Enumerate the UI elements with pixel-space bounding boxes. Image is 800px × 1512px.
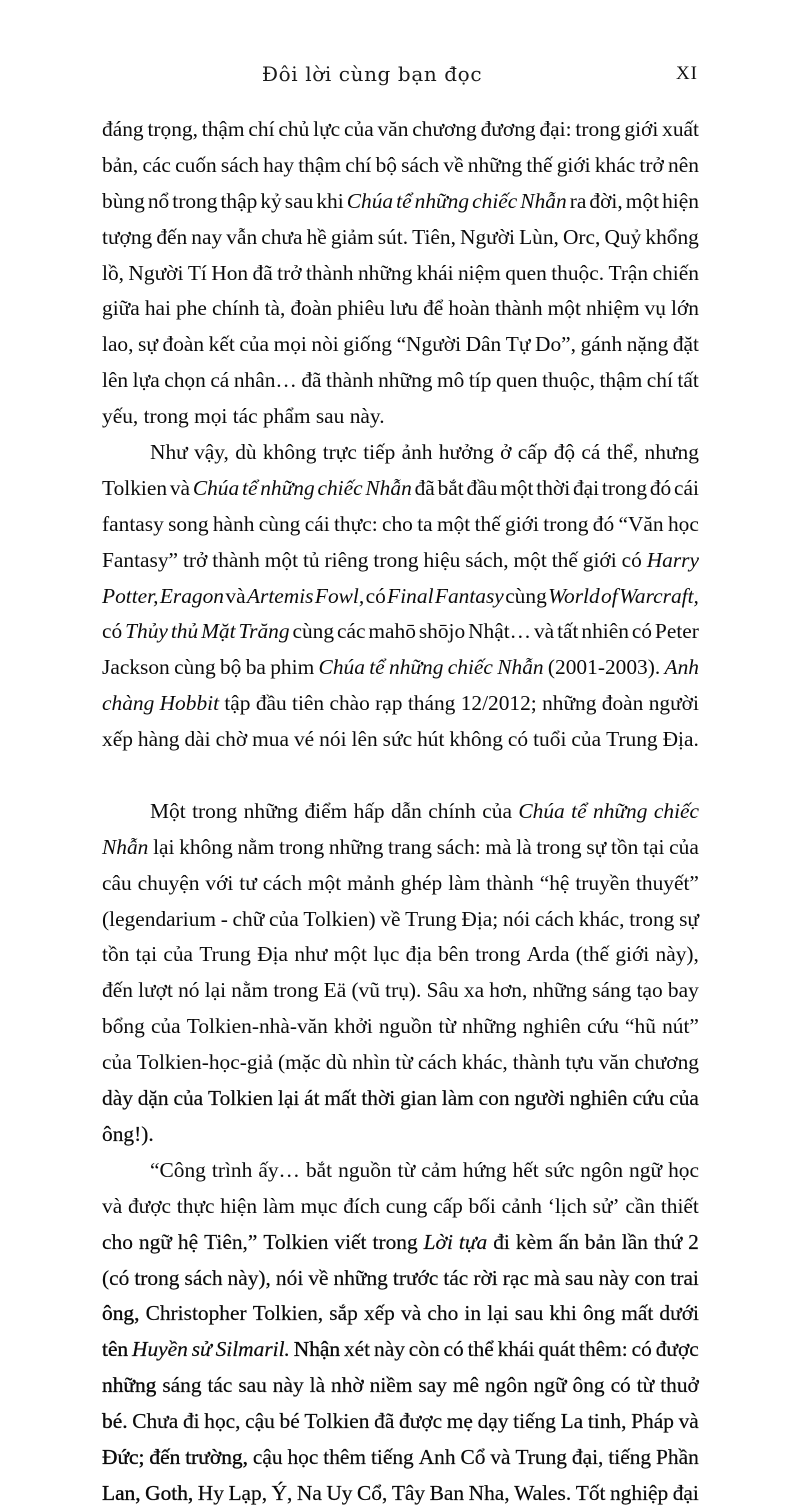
- text-line: bùng nổ trong thập kỷ sau khi Chúa tể những chiếc Nhẫn ra đời, một hiện: [102, 188, 699, 213]
- text-line: fantasy song hành cùng cái thực: cho ta một thế giới trong đó “Văn học: [102, 511, 699, 536]
- text-line: ông, Christopher Tolkien, sắp xếp và cho in lại sau khi ông mất dưới: [102, 1301, 699, 1326]
- text-line: lồ, Người Tí Hon đã trở thành những khái niệm quen thuộc. Trận chiến: [102, 260, 699, 285]
- text-line: xếp hàng dài chờ mua vé nói lên sức hút không có tuổi của Trung Địa.: [102, 727, 699, 752]
- text-line: của Tolkien-học-giả (mặc dù nhìn từ cách khác, thành tựu văn chương: [102, 1050, 699, 1075]
- text-line: đáng trọng, thậm chí chủ lực của văn chương đương đại: trong giới xuất: [102, 117, 699, 141]
- text-line: và được thực hiện làm mục đích cung cấp bối cảnh ‘lịch sử’ cần thiết: [102, 1193, 699, 1218]
- paragraph-2: [102, 435, 699, 758]
- text-line: những sáng tác sau này là nhờ niềm say mê ngôn ngữ ông có từ thuở: [102, 1373, 699, 1398]
- page-number: XI: [675, 63, 698, 84]
- text-line: “Công trình ấy… bắt nguồn từ cảm hứng hết sức ngôn ngữ học: [150, 1157, 699, 1182]
- paragraph-3: [102, 794, 699, 1153]
- text-line: Jackson cùng bộ ba phim Chúa tể những chiếc Nhẫn (2001-2003). Anh: [102, 655, 699, 680]
- paragraph-1: [102, 112, 699, 435]
- text-line: lao, sự đoàn kết của mọi nòi giống “Người Dân Tự Do”, gánh nặng đặt: [102, 332, 699, 357]
- text-line: Một trong những điểm hấp dẫn chính của Chúa tể những chiếc: [150, 798, 699, 823]
- text-line: câu chuyện với tư cách một mảnh ghép làm thành “hệ truyền thuyết”: [102, 870, 699, 895]
- text-line: bổng của Tolkien-nhà-văn khởi nguồn từ những nghiên cứu “hũ nút”: [102, 1014, 699, 1039]
- text-line: Potter, Eragon và Artemis Fowl, có Final Fantasy cùng World of Warcraft,: [102, 583, 699, 608]
- paragraph-spacer: [102, 758, 699, 794]
- text-line: ông!).: [102, 1121, 154, 1146]
- text-line: Tolkien và Chúa tể những chiếc Nhẫn đã bắt đầu một thời đại trong đó cái: [102, 475, 699, 500]
- text-line: yếu, trong mọi tác phẩm sau này.: [102, 404, 385, 429]
- text-line: (legendarium - chữ của Tolkien) về Trung Địa; nói cách khác, trong sự: [102, 906, 699, 931]
- text-line: tên Huyền sử Silmaril. Nhận xét này còn có thể khái quát thêm: có được: [102, 1337, 699, 1362]
- text-line: dày dặn của Tolkien lại át mất thời gian làm con người nghiên cứu của: [102, 1086, 699, 1111]
- text-line: bé. Chưa đi học, cậu bé Tolkien đã được mẹ dạy tiếng La tinh, Pháp và: [102, 1409, 699, 1434]
- running-head: [102, 62, 698, 96]
- text-line: cho ngữ hệ Tiên,” Tolkien viết trong Lời tựa đi kèm ấn bản lần thứ 2: [102, 1229, 699, 1254]
- text-line: Lan, Goth, Hy Lạp, Ý, Na Uy Cổ, Tây Ban Nha, Wales. Tốt nghiệp đại: [102, 1480, 699, 1505]
- text-line: đến lượt nó lại nằm trong Eä (vũ trụ). Sâu xa hơn, những sáng tạo bay: [102, 978, 699, 1003]
- text-line: Fantasy” trở thành một tủ riêng trong hiệu sách, một thế giới có Harry: [102, 547, 699, 572]
- text-line: Nhẫn lại không nằm trong những trang sách: mà là trong sự tồn tại của: [102, 834, 699, 859]
- text-line: tồn tại của Trung Địa như một lục địa bên trong Arda (thế giới này),: [102, 942, 699, 967]
- text-line: bản, các cuốn sách hay thậm chí bộ sách về những thế giới khác trở nên: [102, 152, 699, 177]
- paragraph-4: [102, 1153, 699, 1512]
- text-line: Đức; đến trường, cậu học thêm tiếng Anh Cổ và Trung đại, tiếng Phần: [102, 1444, 699, 1469]
- text-line: (có trong sách này), nói về những trước tác rời rạc mà sau này con trai: [102, 1265, 699, 1290]
- text-line: lên lựa chọn cá nhân… đã thành những mô típ quen thuộc, thậm chí tất: [102, 368, 699, 393]
- text-line: Như vậy, dù không trực tiếp ảnh hưởng ở cấp độ cá thể, nhưng: [150, 440, 699, 465]
- text-line: tượng đến nay vẫn chưa hề giảm sút. Tiên, Người Lùn, Orc, Quỷ khổng: [102, 224, 699, 249]
- text-line: giữa hai phe chính tà, đoàn phiêu lưu để hoàn thành một nhiệm vụ lớn: [102, 296, 699, 321]
- running-head-title: Đôi lời cùng bạn đọc: [261, 62, 483, 86]
- body-text: [102, 112, 699, 1512]
- text-line: có Thủy thủ Mặt Trăng cùng các mahō shōjo Nhật… và tất nhiên có Peter: [102, 619, 699, 644]
- text-line: chàng Hobbit tập đầu tiên chào rạp tháng 12/2012; những đoàn người: [102, 691, 699, 716]
